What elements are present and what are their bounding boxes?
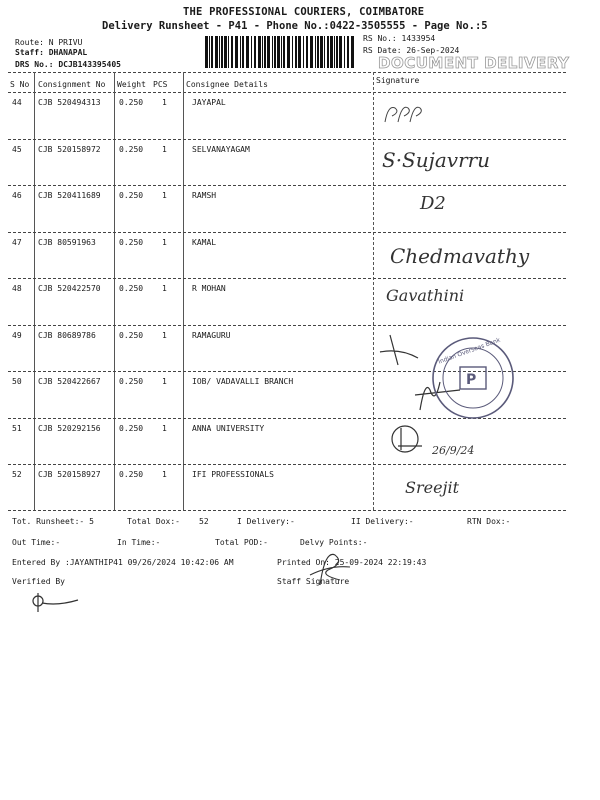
entered-by: Entered By :JAYANTHIP41 09/26/2024 10:42:06 AM [12,558,234,567]
in-time: In Time:- [117,538,161,547]
signature-51 [388,422,428,457]
i-delivery: I Delivery:- [237,517,295,526]
barcode-bar [267,36,270,68]
row-consignee: IFI PROFESSIONALS [192,470,274,479]
row-consignment: CJB 520411689 [38,191,101,200]
total-dox-value: 52 [199,517,209,526]
barcode-bar [262,36,263,68]
barcode-bar [324,36,325,68]
row-sno: 52 [12,470,22,479]
row-weight: 0.250 [119,191,144,200]
barcode-bar [209,36,210,68]
barcode-bar [277,36,280,68]
verified-by: Verified By [12,577,65,586]
row-pcs: 1 [162,470,167,479]
runsheet-line: Delivery Runsheet - P41 - Phone No.:0422-3505555 - Page No.:5 [102,20,488,32]
barcode-bar [327,36,329,68]
tot-runsheet: Tot. Runsheet:- 5 [12,517,94,526]
row-consignment: CJB 80591963 [38,237,96,247]
row-divider [8,232,566,233]
row-consignee: ANNA UNIVERSITY [192,423,265,433]
staff-signature: Staff Signature [277,577,350,586]
barcode-bar [292,36,293,68]
col-consignee: Consignee Details [186,80,268,89]
barcode-bar [272,36,273,68]
barcode-bar [306,36,308,68]
row-weight: 0.250 [119,423,144,433]
table-header-rule [8,92,566,93]
barcode-bar [211,36,213,68]
barcode-bar [330,36,333,68]
row-consignee: IOB/ VADAVALLI BRANCH [192,377,294,386]
barcode-bar [240,36,241,68]
row-weight: 0.250 [119,470,144,479]
barcode-bar [344,36,345,68]
barcode-bar [258,36,261,68]
barcode-bar [254,36,256,68]
row-divider [8,139,566,140]
row-sno: 44 [12,98,22,107]
barcode-bar [219,36,220,68]
row-consignment: CJB 520422667 [38,377,101,386]
barcode-bar [287,36,290,68]
row-divider [8,185,566,186]
row-divider [8,464,566,465]
row-sno: 48 [12,284,22,293]
signature-46: D2 [420,193,446,214]
barcode-bar [351,36,354,68]
barcode-bar [303,36,304,68]
barcode-bar [251,36,252,68]
row-pcs: 1 [162,237,167,247]
row-consignee: RAMSH [192,191,217,200]
barcode-bar [281,36,282,68]
row-consignee: JAYAPAL [192,98,226,107]
row-pcs: 1 [162,98,167,107]
staff-signature-scribble [300,545,360,590]
barcode-bar [295,36,297,68]
drs-label: DRS No.: DCJB143395405 [15,60,121,69]
barcode-bar [283,36,285,68]
row-sno: 46 [12,191,22,200]
verifier-signature-scribble [28,590,88,615]
row-divider [8,325,566,326]
row-consignment: CJB 520422570 [38,284,101,293]
barcode-bar [228,36,229,68]
row-consignment: CJB 520158972 [38,144,101,154]
ii-delivery: II Delivery:- [351,517,414,526]
svg-text:Indian Overseas Bank: Indian Overseas Bank [437,336,502,366]
signature-date-51: 26/9/24 [432,444,475,457]
row-pcs: 1 [162,144,167,154]
row-weight: 0.250 [119,98,144,107]
row-sno: 47 [12,237,22,247]
barcode-bar [310,36,313,68]
row-pcs: 1 [162,330,167,340]
watermark: DOCUMENT DELIVERY [378,54,570,72]
signature-52: Sreejit [405,478,460,497]
row-consignee: SELVANAYAGAM [192,144,250,154]
row-weight: 0.250 [119,284,144,293]
row-consignee: R MOHAN [192,284,226,293]
barcode-bar [274,36,276,68]
bank-stamp-icon [428,333,518,423]
row-consignment: CJB 520292156 [38,423,101,433]
footer-rule [8,510,566,511]
col-sno: S No [10,80,30,89]
barcode-bar [315,36,316,68]
staff-label: Staff: DHANAPAL [15,48,88,57]
signature-49 [370,330,430,370]
row-consignment: CJB 520158927 [38,470,101,479]
signature-47: Chedmavathy [390,244,530,268]
out-time: Out Time:- [12,538,61,547]
col-pcs: PCS [153,80,168,89]
col-consignment: Consignment No [38,80,106,89]
col-signature: Signature [376,76,420,85]
table-top-rule [8,72,566,73]
barcode-bar [205,36,208,68]
row-consignment: CJB 80689786 [38,330,96,340]
row-pcs: 1 [162,191,167,200]
barcode [205,36,355,68]
barcode-bar [235,36,238,68]
barcode-bar [246,36,249,68]
rtn-dox: RTN Dox:- [467,517,511,526]
row-sno: 51 [12,423,22,433]
row-pcs: 1 [162,423,167,433]
delvy-points: Delvy Points:- [300,538,368,547]
barcode-bar [264,36,266,68]
barcode-bar [215,36,218,68]
row-consignee: RAMAGURU [192,330,231,340]
row-consignment: CJB 520494313 [38,98,101,107]
row-weight: 0.250 [119,377,144,386]
barcode-bar [334,36,335,68]
row-pcs: 1 [162,284,167,293]
barcode-bar [317,36,319,68]
barcode-bar [339,36,342,68]
svg-text:P: P [466,372,477,388]
barcode-bar [231,36,233,68]
signature-48: Gavathini [386,286,465,305]
row-weight: 0.250 [119,330,144,340]
col-weight: Weight [117,80,146,89]
printed-on: Printed On: 25-09-2024 22:19:43 [277,558,427,567]
total-dox-label: Total Dox:- [127,517,180,526]
company-title: THE PROFESSIONAL COURIERS, COIMBATORE [183,6,425,18]
total-pod: Total POD:- [215,538,268,547]
row-weight: 0.250 [119,144,144,154]
row-divider [8,278,566,279]
barcode-bar [298,36,301,68]
barcode-bar [336,36,338,68]
signature-pjp [380,100,440,130]
row-sno: 50 [12,377,22,386]
rs-date: RS Date: 26-Sep-2024 [363,46,460,55]
barcode-bar [347,36,349,68]
route-label: Route: N PRIVU [15,38,83,47]
barcode-bar [242,36,244,68]
barcode-bar [221,36,223,68]
row-weight: 0.250 [119,237,144,247]
row-sno: 49 [12,330,22,340]
barcode-bar [320,36,323,68]
rs-no: RS No.: 1433954 [363,34,436,43]
row-pcs: 1 [162,377,167,386]
signature-45: S·Sujavrru [382,148,491,172]
barcode-bar [224,36,227,68]
row-sno: 45 [12,144,22,154]
row-consignee: KAMAL [192,237,217,247]
